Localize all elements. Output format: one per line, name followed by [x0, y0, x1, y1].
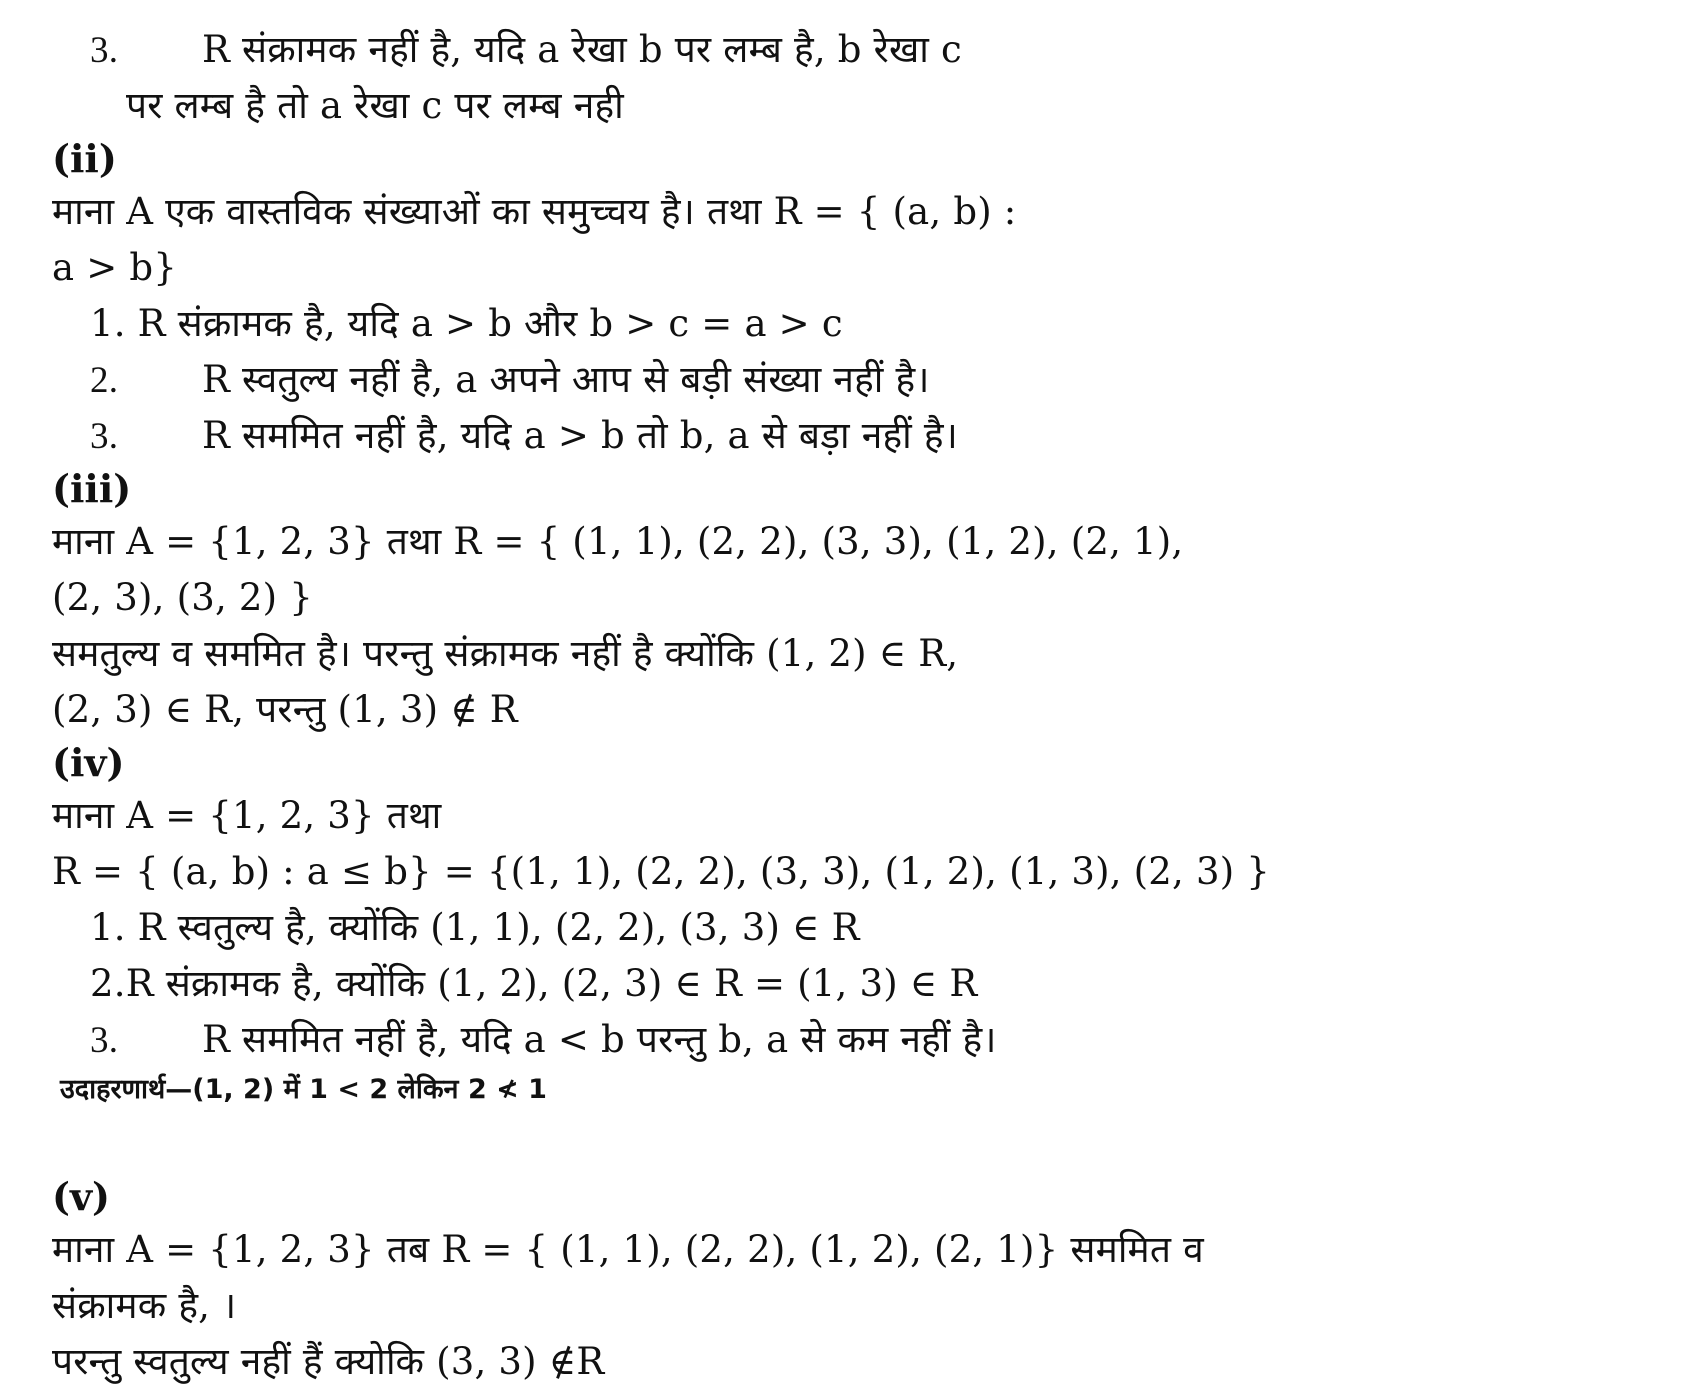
part-i-point-3	[52, 22, 1192, 78]
part-iv-heading: (iv)	[52, 740, 125, 785]
part-iv-point-1: 1. R स्वतुल्य है, क्योंकि (1, 1), (2, 2), (3, 3) ∈ R	[90, 906, 860, 949]
point-number: 3.	[90, 416, 119, 457]
part-iv-point-3	[52, 1012, 1192, 1068]
part-ii-intro-line-2: a > b}	[52, 246, 178, 289]
part-ii-heading: (ii)	[52, 136, 117, 181]
part-v-intro-line-2: संक्रामक है, ।	[52, 1284, 237, 1327]
part-iii-intro-line-1: माना A = {1, 2, 3} तथा R = { (1, 1), (2, 2), (3, 3), (1, 2), (2, 1),	[52, 520, 1184, 563]
point-number: 3.	[90, 30, 119, 71]
part-iv-intro-line-2: R = { (a, b) : a ≤ b} = {(1, 1), (2, 2), (3, 3), (1, 2), (1, 3), (2, 3) }	[52, 850, 1271, 893]
part-iii-text-line-1: समतुल्य व सममित है। परन्तु संक्रामक नहीं है क्योंकि (1, 2) ∈ R,	[52, 632, 959, 675]
part-iv-intro-line-1: माना A = {1, 2, 3} तथा	[52, 794, 442, 837]
section-spacer	[52, 1112, 1192, 1172]
part-ii-intro-line-1: माना A एक वास्तविक संख्याओं का समुच्चय है। तथा R = { (a, b) :	[52, 190, 1017, 233]
part-ii-point-1: 1. R संक्रामक है, यदि a > b और b > c = a > c	[90, 302, 843, 345]
part-v-intro-line-1: माना A = {1, 2, 3} तब R = { (1, 1), (2, 2), (1, 2), (2, 1)} सममित व	[52, 1228, 1204, 1271]
part-i-point-3-continuation: पर लम्ब है तो a रेखा c पर लम्ब नही	[126, 84, 624, 127]
part-v-text: परन्तु स्वतुल्य नहीं हैं क्योकि (3, 3) ∉R	[52, 1340, 605, 1383]
point-text: R सममित नहीं है, यदि a < b परन्तु b, a से कम नहीं है।	[202, 1018, 997, 1061]
part-v-heading: (v)	[52, 1174, 111, 1219]
point-number: 2.	[90, 360, 119, 401]
point-text: R संक्रामक नहीं है, यदि a रेखा b पर लम्ब है, b रेखा c	[202, 28, 962, 71]
point-text: R स्वतुल्य नहीं है, a अपने आप से बड़ी संख्या नहीं है।	[202, 358, 930, 401]
part-iii-intro-line-2: (2, 3), (3, 2) }	[52, 576, 313, 619]
solution-page	[52, 22, 1271, 1390]
part-iii-heading: (iii)	[52, 466, 132, 511]
point-number: 3.	[90, 1020, 119, 1061]
part-iv-example: उदाहरणार्थ—(1, 2) में 1 < 2 लेकिन 2 ≮ 1	[60, 1074, 547, 1105]
point-text: R सममित नहीं है, यदि a > b तो b, a से बड़ा नहीं है।	[202, 414, 958, 457]
part-iv-point-2: 2.R संक्रामक है, क्योंकि (1, 2), (2, 3) ∈ R = (1, 3) ∈ R	[90, 962, 978, 1005]
part-ii-point-2	[52, 352, 1192, 408]
part-ii-point-3	[52, 408, 1192, 464]
part-iii-text-line-2: (2, 3) ∈ R, परन्तु (1, 3) ∉ R	[52, 688, 518, 731]
